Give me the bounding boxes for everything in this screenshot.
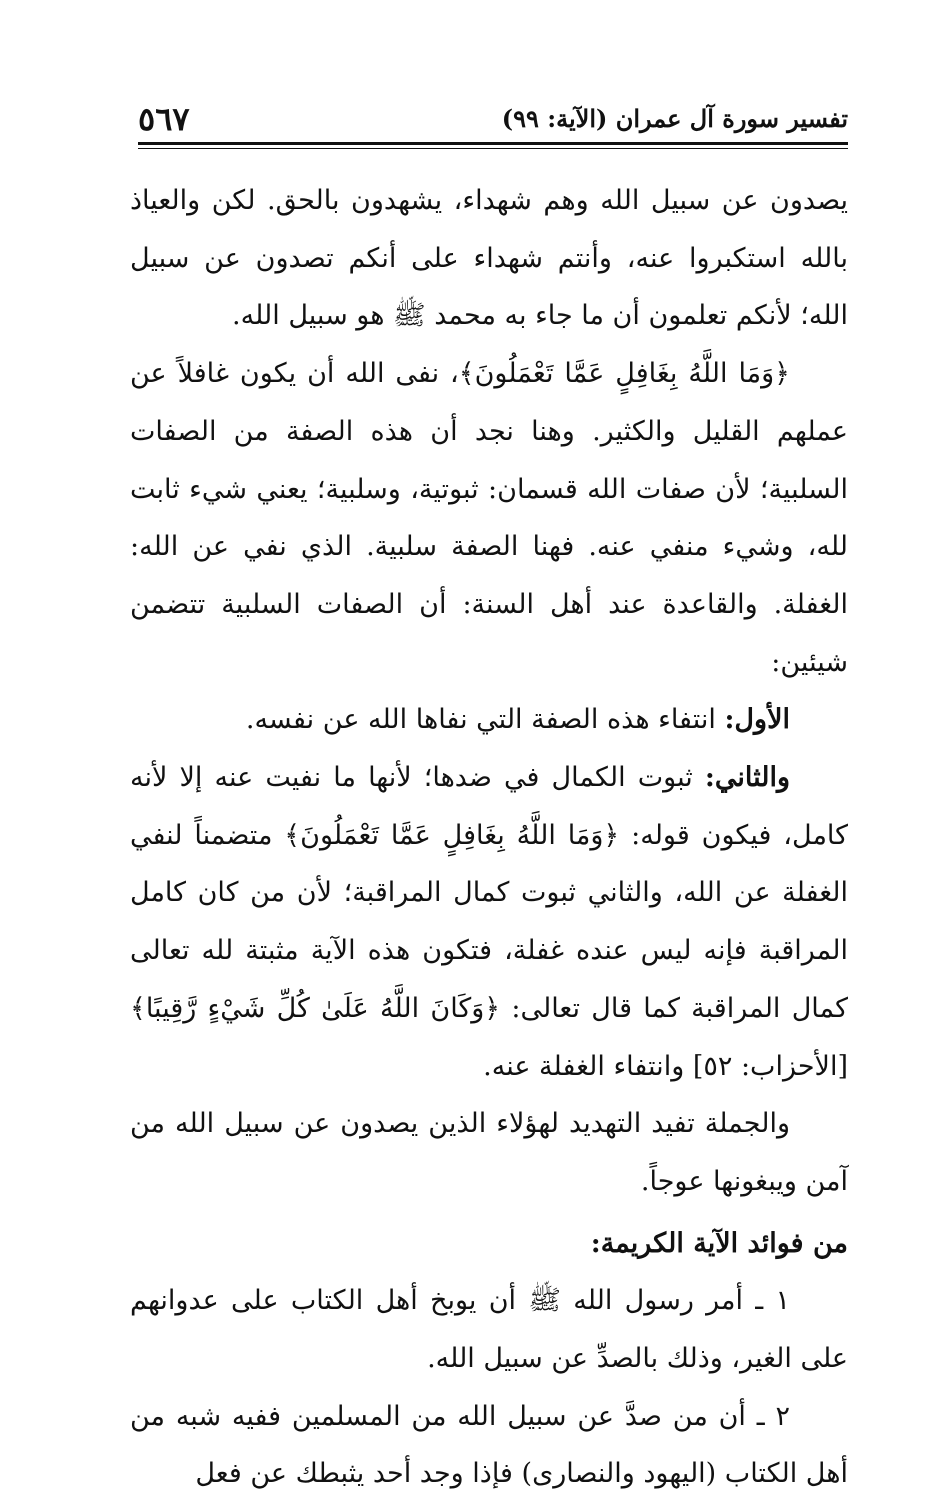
paragraph-3 xyxy=(130,691,848,749)
header-rule-thick xyxy=(138,142,848,145)
paragraph-4-lead: والثاني: xyxy=(704,762,790,794)
paragraph-1: يصدون عن سبيل الله وهم شهداء، يشهدون بالحق. لكن والعياذ بالله استكبروا عنه، وأنتم شهداء على أنكم تصدون عن سبيل الله؛ لأنكم تعلمون أن ما جاء به محمد ﷺ هو سبيل الله. xyxy=(130,185,848,332)
paragraph-7: ٢ ـ أن من صدَّ عن سبيل الله من المسلمين ففيه شبه من أهل الكتاب (اليهود والنصارى) فإذا وجد أحد يثبطك عن فعل xyxy=(130,1400,848,1490)
paragraph-3-lead: الأول: xyxy=(724,704,790,736)
paragraph-4-text: ثبوت الكمال في ضدها؛ لأنها ما نفيت عنه إلا لأنه كامل، فيكون قوله: ﴿وَمَا اللَّهُ بِغَافِلٍ عَمَّا تَعْمَلُونَ﴾ متضمناً لنفي الغفلة عن الله، والثاني ثبوت كمال المراقبة؛ لأن من كان كامل المراقبة فإنه ليس عنده غفلة، فتكون هذه الآية مثبتة لله تعالى كمال المراقبة كما قال تعالى: ﴿وَكَانَ اللَّهُ عَلَىٰ كُلِّ شَيْءٍ رَّقِيبًا﴾ [الأحزاب: ٥٢] وانتفاء الغفلة عنه. xyxy=(130,762,848,1082)
section-heading: من فوائد الآية الكريمة: xyxy=(590,1227,848,1259)
paragraph-2: ﴿وَمَا اللَّهُ بِغَافِلٍ عَمَّا تَعْمَلُونَ﴾، نفى الله أن يكون غافلاً عن عملهم القليل والكثير. وهنا نجد أن هذه الصفة من الصفات السلبية؛ لأن صفات الله قسمان: ثبوتية، وسلبية؛ يعني شيء ثابت لله، وشيء منفي عنه. فهنا الصفة سلبية. الذي نفي عن الله: الغفلة. والقاعدة عند أهل السنة: أن الصفات السلبية تتضمن شيئين: xyxy=(130,358,848,678)
header-rule-thin xyxy=(138,148,848,149)
running-header xyxy=(138,100,848,140)
paragraph-4 xyxy=(130,749,848,1095)
paragraph-5: والجملة تفيد التهديد لهؤلاء الذين يصدون عن سبيل الله من آمن ويبغونها عوجاً. xyxy=(130,1108,848,1197)
page-number: ٥٦٧ xyxy=(138,100,190,138)
main-text xyxy=(130,172,848,1503)
paragraph-3-text: انتفاء هذه الصفة التي نفاها الله عن نفسه. xyxy=(245,704,725,736)
header-title: تفسير سورة آل عمران (الآية: ٩٩) xyxy=(501,104,848,133)
paragraph-6: ١ ـ أمر رسول الله ﷺ أن يوبخ أهل الكتاب على عدوانهم على الغير، وذلك بالصدِّ عن سبيل الله. xyxy=(130,1285,848,1375)
